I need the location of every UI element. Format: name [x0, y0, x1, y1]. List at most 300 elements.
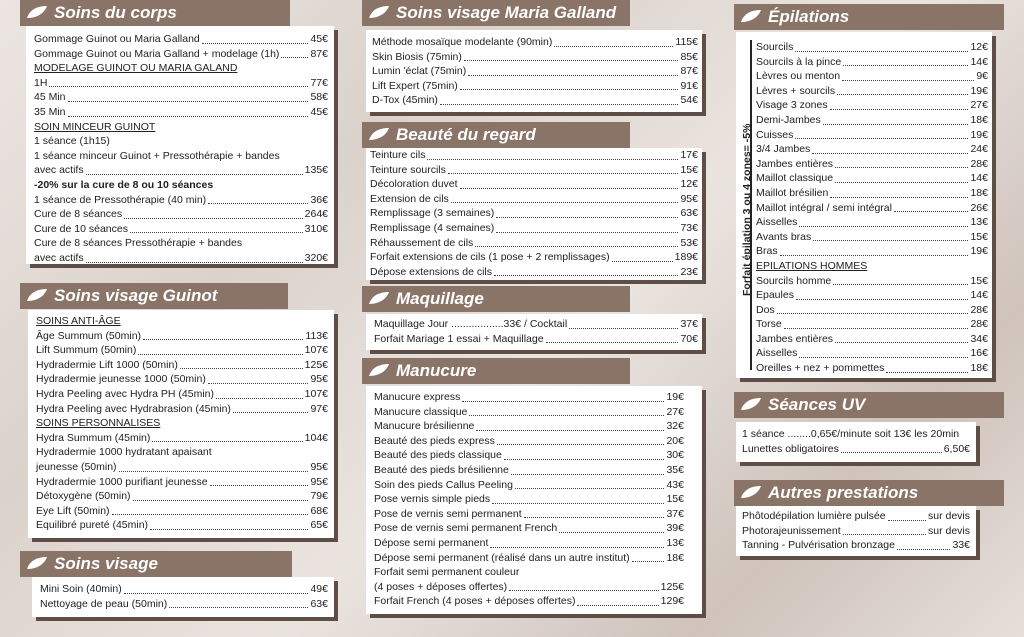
dot-leader: [169, 607, 308, 608]
service-price: 36€: [310, 193, 328, 206]
service-label: Gommage Guinot ou Maria Galland + modelage (1h): [34, 47, 280, 60]
dot-leader: [427, 159, 678, 160]
dot-leader: [799, 357, 968, 358]
price-row: [756, 142, 988, 157]
service-label: Manucure express: [374, 391, 461, 403]
dot-leader: [894, 211, 968, 212]
service-price: sur devis: [927, 510, 970, 522]
service-label: Lift Summum (50min): [36, 344, 137, 357]
leaf-icon: [368, 363, 390, 377]
price-row: [36, 343, 328, 358]
dot-leader: [150, 529, 308, 530]
service-price: 34€: [970, 332, 988, 345]
service-label: Lumin 'éclat (75min): [372, 65, 467, 78]
subheading: SOIN MINCEUR GUINOT: [34, 120, 156, 133]
soins-du-corps-list: [26, 26, 334, 264]
service-price: 15€: [666, 493, 684, 506]
price-row: [756, 317, 988, 332]
service-label: Hydra Summum (45min): [36, 431, 151, 444]
service-label: Manucure classique: [374, 405, 468, 418]
service-price: 70€: [680, 332, 698, 345]
service-price: 129€: [660, 595, 684, 608]
service-price: 49€: [310, 583, 328, 595]
price-row: [372, 50, 698, 65]
service-label: D-Tox (45min): [372, 94, 438, 107]
header-soins-visage: [20, 551, 292, 577]
service-price: 107€: [304, 344, 328, 357]
dot-leader: [119, 471, 309, 472]
service-label: Teinture sourcils: [370, 163, 446, 176]
service-price: 17€: [680, 149, 698, 161]
price-row: [370, 192, 698, 207]
service-price: 15€: [970, 274, 988, 287]
price-row: [36, 518, 328, 533]
service-price: 320€: [304, 251, 328, 264]
price-row: [742, 509, 970, 524]
service-label: 45 Min: [34, 91, 66, 104]
service-price: 33€: [952, 539, 970, 552]
service-label: Eye Lift (50min): [36, 504, 110, 517]
service-price: 13€: [666, 536, 684, 549]
service-price: 32€: [666, 420, 684, 433]
service-label: Sourcils à la pince: [756, 55, 842, 68]
service-price: 65€: [310, 519, 328, 532]
price-row: [40, 582, 328, 597]
price-row: [34, 76, 328, 91]
price-row: [370, 221, 698, 236]
dot-leader: [86, 174, 303, 175]
price-row: [756, 128, 988, 143]
price-row: [756, 230, 988, 245]
dot-leader: [208, 383, 309, 384]
service-price: 91€: [680, 79, 698, 92]
service-price: 264€: [304, 208, 328, 221]
dot-leader: [509, 590, 658, 591]
service-price: 19€: [970, 128, 988, 141]
price-row: [36, 460, 328, 475]
section-title: Soins visage: [54, 554, 158, 573]
text-line: Cure de 8 séances Pressothérapie + bandes: [34, 237, 243, 250]
price-row: [40, 597, 328, 612]
price-row: [36, 475, 328, 490]
service-price: 63€: [680, 207, 698, 220]
service-label: Forfait extensions de cils (1 pose + 2 remplissages): [370, 251, 610, 264]
section-title: Soins du corps: [54, 3, 177, 22]
service-price: 95€: [310, 460, 328, 473]
service-label: Détoxygène (50min): [36, 490, 131, 503]
price-row: [372, 93, 698, 108]
price-row: [36, 402, 328, 417]
service-label: Bras: [756, 245, 778, 258]
price-row: [370, 236, 698, 251]
dot-leader: [138, 354, 302, 355]
header-maquillage: [362, 286, 630, 312]
dot-leader: [886, 372, 968, 373]
header-autres-prestations: [734, 480, 1004, 506]
service-price: 310€: [304, 222, 328, 235]
dot-leader: [460, 89, 679, 90]
service-price: 35€: [666, 463, 684, 476]
price-row: [756, 346, 988, 361]
dot-leader: [130, 232, 303, 233]
service-price: 95€: [310, 475, 328, 488]
service-label: Hydra Peeling avec Hydra PH (45min): [36, 387, 214, 400]
dot-leader: [823, 124, 969, 125]
section-title: Soins visage Guinot: [54, 286, 218, 305]
dot-leader: [799, 226, 968, 227]
dot-leader: [143, 339, 303, 340]
dot-leader: [496, 217, 678, 218]
price-row: [370, 250, 698, 265]
service-label: Lèvres + sourcils: [756, 84, 836, 97]
price-row: [374, 448, 684, 463]
service-label: Dos: [756, 303, 775, 316]
service-price: 43€: [666, 478, 684, 491]
dot-leader: [440, 104, 679, 105]
price-row: [372, 79, 698, 94]
dot-leader: [835, 167, 968, 168]
service-label: Hydra Peeling avec Hydrabrasion (45min): [36, 402, 231, 415]
service-price: 85€: [680, 50, 698, 63]
dot-leader: [152, 441, 302, 442]
service-label: Forfait French (4 poses + déposes offertes): [374, 595, 576, 608]
soins-visage-list: [32, 577, 334, 617]
service-label: Soin des pieds Callus Peeling: [374, 478, 513, 491]
service-label: Tanning - Pulvérisation bronzage: [742, 539, 895, 552]
section-title: Maquillage: [396, 289, 484, 308]
service-label: Avants bras: [756, 230, 812, 243]
service-label: Méthode mosaïque modelante (90min): [372, 36, 553, 48]
leaf-icon: [368, 127, 390, 141]
dot-leader: [897, 549, 951, 550]
price-row: [756, 215, 988, 230]
service-price: 53€: [680, 236, 698, 249]
price-row: [374, 434, 684, 449]
price-row: [374, 478, 684, 493]
header-epilations: [734, 4, 1004, 30]
section-title: Séances UV: [768, 395, 866, 414]
dot-leader: [837, 94, 968, 95]
service-price: 15€: [970, 230, 988, 243]
service-price: 107€: [304, 387, 328, 400]
service-price: 18€: [970, 362, 988, 375]
manucure-list: [366, 386, 702, 614]
service-price: 73€: [680, 221, 698, 234]
service-label: avec actifs: [34, 164, 84, 177]
dot-leader: [124, 593, 309, 594]
price-row: [756, 288, 988, 303]
dot-leader: [830, 109, 969, 110]
price-row: [756, 332, 988, 347]
service-label: Aisselles: [756, 216, 798, 229]
header-manucure: [362, 358, 630, 384]
dot-leader: [784, 328, 969, 329]
dot-leader: [476, 430, 664, 431]
dot-leader: [124, 218, 303, 219]
service-price: sur devis: [927, 524, 970, 537]
service-label: 1H: [34, 76, 48, 89]
service-label: Gommage Guinot ou Maria Galland: [34, 33, 200, 45]
leaf-icon: [740, 9, 762, 23]
dot-leader: [448, 173, 679, 174]
dot-leader: [795, 51, 968, 52]
service-price: 79€: [310, 490, 328, 503]
dot-leader: [112, 514, 309, 515]
dot-leader: [504, 459, 665, 460]
dot-leader: [462, 401, 664, 402]
price-row: [36, 504, 328, 519]
dot-leader: [281, 57, 308, 58]
leaf-icon: [740, 485, 762, 499]
dot-leader: [813, 240, 968, 241]
price-row: [36, 358, 328, 373]
section-title: Beauté du regard: [396, 125, 536, 144]
service-price: 125€: [660, 580, 684, 593]
service-label: Réhaussement de cils: [370, 236, 474, 249]
leaf-icon: [368, 5, 390, 19]
header-maria-galland: [362, 0, 630, 26]
service-label: 35 Min: [34, 105, 66, 118]
service-price: 125€: [304, 358, 328, 371]
dot-leader: [460, 188, 679, 189]
dot-leader: [780, 255, 969, 256]
dot-leader: [180, 368, 303, 369]
price-row: [34, 193, 328, 208]
service-label: Epaules: [756, 289, 794, 302]
leaf-icon: [26, 556, 48, 570]
service-price: 18€: [970, 113, 988, 126]
service-label: (4 poses + déposes offertes): [374, 580, 508, 593]
dot-leader: [202, 43, 309, 44]
price-row: [374, 580, 684, 595]
service-label: Pose de vernis semi permanent French: [374, 522, 558, 535]
price-row: [756, 171, 988, 186]
price-row: [34, 222, 328, 237]
service-label: Dépose extensions de cils: [370, 265, 492, 278]
service-label: Pose de vernis semi permanent: [374, 507, 522, 520]
dot-leader: [490, 547, 664, 548]
service-price: 14€: [970, 289, 988, 302]
price-row: [34, 105, 328, 120]
dot-leader: [208, 203, 308, 204]
price-row: [374, 405, 684, 420]
price-row: [374, 332, 698, 347]
price-row: [756, 244, 988, 259]
service-label: Lunettes obligatoires: [742, 442, 839, 455]
service-price: 189€: [674, 251, 698, 264]
price-row: [756, 98, 988, 113]
service-label: Dépose semi permanent (réalisé dans un autre institut): [374, 551, 630, 564]
epilations-list: [756, 40, 988, 376]
price-row: [370, 206, 698, 221]
service-label: Beauté des pieds express: [374, 434, 495, 447]
seances-uv-list: [736, 422, 976, 462]
service-price: 13€: [970, 216, 988, 229]
service-price: 28€: [970, 303, 988, 316]
beaute-du-regard-list: [366, 148, 702, 280]
service-label: Extension de cils: [370, 192, 449, 205]
service-price: 45€: [310, 105, 328, 118]
price-row: [374, 463, 684, 478]
header-beaute-du-regard: [362, 122, 630, 148]
dot-leader: [843, 534, 926, 535]
price-row: [34, 163, 328, 178]
price-row: [374, 594, 684, 609]
service-label: Beauté des pieds brésilienne: [374, 463, 509, 476]
text-line: Hydradermie 1000 hydratant apaisant: [36, 446, 212, 459]
service-price: 20€: [666, 434, 684, 447]
service-label: Remplissage (4 semaines): [370, 221, 495, 234]
promo-note: -20% sur la cure de 8 ou 10 séances: [34, 178, 214, 191]
service-label: Beauté des pieds classique: [374, 449, 502, 462]
header-soins-visage-guinot: [20, 283, 288, 309]
service-label: Visage 3 zones: [756, 99, 828, 112]
service-label: Maillot intégral / semi intégral: [756, 201, 892, 214]
service-price: 104€: [304, 431, 328, 444]
autres-prestations-list: [736, 506, 976, 556]
price-row: [742, 442, 970, 457]
dot-leader: [835, 182, 968, 183]
price-row: [374, 551, 684, 566]
service-label: Hydradermie Lift 1000 (50min): [36, 358, 178, 371]
price-row: [374, 521, 684, 536]
price-row: [34, 207, 328, 222]
service-label: Hydradermie 1000 purifiant jeunesse: [36, 475, 208, 488]
dot-leader: [496, 232, 678, 233]
service-label: Cure de 10 séances: [34, 222, 128, 235]
service-label: Aisselles: [756, 347, 798, 360]
service-label: Lift Expert (75min): [372, 79, 458, 92]
subheading: SOINS ANTI-ÂGE: [36, 315, 121, 327]
service-price: 58€: [310, 91, 328, 104]
price-row: [374, 492, 684, 507]
service-label: Maillot classique: [756, 172, 834, 185]
price-row: [742, 524, 970, 539]
price-row: [374, 317, 698, 332]
service-label: Décoloration duvet: [370, 178, 458, 191]
price-row: [34, 90, 328, 105]
dot-leader: [796, 299, 969, 300]
price-row: [374, 507, 684, 522]
price-row: [756, 361, 988, 376]
service-label: Hydradermie jeunesse 1000 (50min): [36, 373, 206, 386]
service-price: 24€: [970, 143, 988, 156]
service-label: Cure de 8 séances: [34, 208, 123, 221]
service-price: 95€: [310, 373, 328, 386]
dot-leader: [777, 313, 969, 314]
service-price: 27€: [970, 99, 988, 112]
service-label: Maquillage Jour ..................33€ / Cocktail: [374, 318, 568, 330]
dot-leader: [843, 65, 968, 66]
price-row: [36, 329, 328, 344]
service-label: 1 séance de Pressothérapie (40 min): [34, 193, 207, 206]
header-soins-du-corps: [20, 0, 290, 26]
section-title: Soins visage Maria Galland: [396, 3, 617, 22]
service-price: 14€: [970, 55, 988, 68]
price-row: [370, 148, 698, 163]
service-price: 115€: [675, 36, 698, 48]
service-label: 3/4 Jambes: [756, 143, 811, 156]
price-row: [36, 372, 328, 387]
price-row: [370, 163, 698, 178]
service-price: 18€: [666, 551, 684, 564]
dot-leader: [833, 284, 968, 285]
dot-leader: [451, 202, 679, 203]
service-price: 95€: [680, 192, 698, 205]
price-row: [34, 47, 328, 62]
price-row: [36, 431, 328, 446]
dot-leader: [888, 520, 926, 521]
service-label: Remplissage (3 semaines): [370, 207, 495, 220]
leaf-icon: [740, 397, 762, 411]
leaf-icon: [26, 5, 48, 19]
price-row: [372, 64, 698, 79]
service-label: Nettoyage de peau (50min): [40, 597, 168, 610]
dot-leader: [497, 444, 665, 445]
dot-leader: [86, 262, 303, 263]
service-price: 15€: [680, 163, 698, 176]
service-price: 37€: [666, 507, 684, 520]
text-line: Forfait semi permanent couleur: [374, 566, 520, 579]
service-price: 135€: [304, 164, 328, 177]
service-label: Equilibré pureté (45min): [36, 519, 149, 532]
dot-leader: [469, 415, 664, 416]
service-label: Manucure brésilienne: [374, 420, 475, 433]
service-price: 26€: [970, 201, 988, 214]
price-row: [370, 177, 698, 192]
price-row: [756, 69, 988, 84]
service-price: 113€: [305, 329, 328, 342]
service-label: Mini Soin (40min): [40, 583, 122, 595]
dot-leader: [559, 532, 664, 533]
price-row: [372, 35, 698, 50]
service-label: Jambes entières: [756, 157, 834, 170]
service-price: 12€: [680, 178, 698, 191]
service-label: Oreilles + nez + pommettes: [756, 362, 885, 375]
service-label: Photorajeunissement: [742, 524, 841, 537]
dot-leader: [524, 517, 665, 518]
service-price: 97€: [310, 402, 328, 415]
service-price: 23€: [680, 265, 698, 278]
price-row: [756, 186, 988, 201]
price-row: [370, 265, 698, 280]
service-price: 9€: [976, 70, 988, 83]
service-label: Maillot brésilien: [756, 186, 829, 199]
text-line: 1 séance minceur Guinot + Pressothérapie + bandes: [34, 149, 280, 162]
service-label: avec actifs: [34, 251, 84, 264]
dot-leader: [577, 605, 658, 606]
price-row: [374, 390, 684, 405]
maria-galland-list: [366, 30, 702, 112]
service-price: 54€: [680, 94, 698, 107]
price-row: [756, 157, 988, 172]
leaf-icon: [26, 288, 48, 302]
dot-leader: [511, 474, 665, 475]
dot-leader: [233, 412, 309, 413]
service-label: Skin Biosis (75min): [372, 50, 462, 63]
dot-leader: [795, 138, 968, 139]
service-price: 63€: [310, 597, 328, 610]
dot-leader: [632, 561, 665, 562]
price-row: [374, 419, 684, 434]
service-label: jeunesse (50min): [36, 460, 117, 473]
service-price: 19€: [970, 245, 988, 258]
dot-leader: [68, 116, 309, 117]
forfait-note: Forfait épilation 3 ou 4 zones= -5%: [741, 123, 753, 296]
service-price: 30€: [666, 449, 684, 462]
maquillage-list: [366, 314, 702, 350]
dot-leader: [468, 75, 678, 76]
